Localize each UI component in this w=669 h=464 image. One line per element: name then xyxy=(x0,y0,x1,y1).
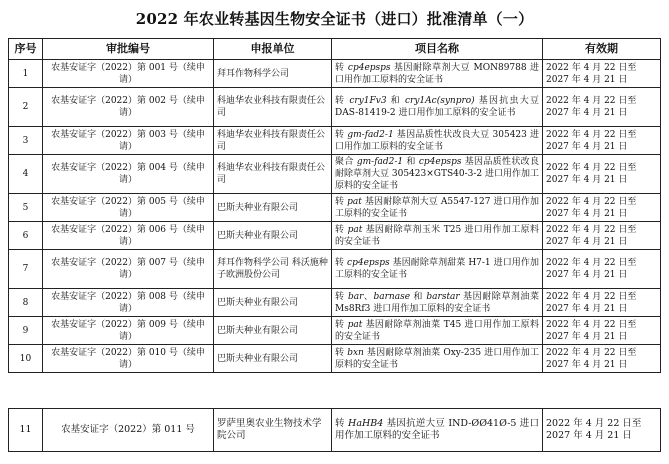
row-project xyxy=(332,289,543,317)
row-no: 2 xyxy=(9,88,43,127)
table-header-row xyxy=(9,39,661,60)
table-row xyxy=(9,60,661,88)
gene-name: pat xyxy=(347,196,362,207)
row-project xyxy=(332,317,543,345)
row-applicant: 科迪华农业科技有限责任公司 xyxy=(214,88,332,127)
gene-name: gm-fad2-1 xyxy=(356,157,404,167)
row-validity: 2022 年 4 月 22 日至 2027 年 4 月 21 日 xyxy=(543,345,661,373)
row-applicant: 罗萨里奥农业生物技术学院公司 xyxy=(214,409,332,452)
approval-table-continued xyxy=(8,408,661,452)
row-no: 11 xyxy=(9,409,43,452)
project-text: 基因耐除草剂大豆 MON89788 进口用作加工原料的安全证书 xyxy=(335,62,539,85)
row-approval: 农基安证字（2022）第 007 号（续申请） xyxy=(43,250,214,289)
header-project: 项目名称 xyxy=(332,39,543,60)
project-text: 转 xyxy=(335,291,348,302)
row-applicant: 科迪华农业科技有限责任公司 xyxy=(214,155,332,194)
gene-name: cry1Fv3 xyxy=(349,96,387,106)
gene-name: HaHB4 xyxy=(348,418,384,429)
header-no: 序号 xyxy=(9,39,43,60)
row-applicant: 科迪华农业科技有限责任公司 xyxy=(214,127,332,155)
row-validity: 2022 年 4 月 22 日至 2027 年 4 月 21 日 xyxy=(543,289,661,317)
project-text: 转 xyxy=(335,258,348,268)
project-text: 和 xyxy=(410,291,427,302)
row-validity: 2022 年 4 月 22 日至 2027 年 4 月 21 日 xyxy=(543,317,661,345)
project-text: 基因耐除草剂甜菜 H7-1 进口用作加工原料的安全证书 xyxy=(335,258,539,280)
table-row xyxy=(9,222,661,250)
row-no: 1 xyxy=(9,60,43,88)
row-approval: 农基安证字（2022）第 006 号（续申请） xyxy=(43,222,214,250)
row-no: 10 xyxy=(9,345,43,373)
project-text: 聚合 xyxy=(335,157,357,167)
row-project xyxy=(332,127,543,155)
project-text: 转 xyxy=(335,418,349,429)
table-row xyxy=(9,127,661,155)
gene-name: bxn xyxy=(347,347,364,358)
table-row xyxy=(9,194,661,222)
table-row xyxy=(9,317,661,345)
row-validity: 2022 年 4 月 22 日至 2027 年 4 月 21 日 xyxy=(543,155,661,194)
project-text: 基因抗虫大豆 DAS-81419-2 进口用作加工原料的安全证书 xyxy=(335,96,539,118)
row-project xyxy=(332,194,543,222)
project-text: 基因耐除草剂油菜 Ms8Rf3 进口用作加工原料的安全证书 xyxy=(335,291,539,314)
row-approval: 农基安证字（2022）第 004 号（续申请） xyxy=(43,155,214,194)
table-row xyxy=(9,250,661,289)
row-no: 3 xyxy=(9,127,43,155)
row-approval: 农基安证字（2022）第 005 号（续申请） xyxy=(43,194,214,222)
project-text: 基因抗逆大豆 IND-ØØ41Ø-5 进口用作加工原料的安全证书 xyxy=(335,418,539,441)
row-approval: 农基安证字（2022）第 010 号（续申请） xyxy=(43,345,214,373)
row-approval: 农基安证字（2022）第 001 号（续申请） xyxy=(43,60,214,88)
row-applicant: 巴斯夫种业有限公司 xyxy=(214,317,332,345)
project-text: 基因耐除草剂油菜 T45 进口用作加工原料的安全证书 xyxy=(335,319,539,342)
project-text: 基因品质性状改良大豆 305423 进口用作加工原料的安全证书 xyxy=(335,129,539,152)
row-no: 6 xyxy=(9,222,43,250)
project-text: 和 xyxy=(386,96,405,106)
row-validity: 2022 年 4 月 22 日至 2027 年 4 月 21 日 xyxy=(543,60,661,88)
project-text: 转 xyxy=(335,319,348,330)
row-no: 5 xyxy=(9,194,43,222)
project-text: 转 xyxy=(335,129,348,140)
project-text: 转 xyxy=(335,224,348,235)
row-validity: 2022 年 4 月 22 日至 2027 年 4 月 21 日 xyxy=(543,88,661,127)
gene-name: cry1Ac(synpro) xyxy=(405,96,475,106)
row-approval: 农基安证字（2022）第 002 号（续申请） xyxy=(43,88,214,127)
gene-name: bar xyxy=(347,291,364,302)
row-validity: 2022 年 4 月 22 日至 2027 年 4 月 21 日 xyxy=(543,409,661,452)
table-row xyxy=(9,345,661,373)
row-no: 4 xyxy=(9,155,43,194)
approval-table xyxy=(8,38,661,373)
row-applicant: 拜耳作物科学公司 xyxy=(214,60,332,88)
gene-name: pat xyxy=(347,224,363,235)
row-validity: 2022 年 4 月 22 日至 2027 年 4 月 21 日 xyxy=(543,194,661,222)
project-text: 和 xyxy=(403,157,419,167)
header-applicant: 申报单位 xyxy=(214,39,332,60)
table-row xyxy=(9,289,661,317)
page-title: 2022 年农业转基因生物安全证书（进口）批准清单（一） xyxy=(135,10,534,28)
row-project xyxy=(332,155,543,194)
row-applicant: 巴斯夫种业有限公司 xyxy=(214,345,332,373)
gene-name: cp4epsps xyxy=(347,258,390,268)
gene-name: pat xyxy=(347,319,363,330)
row-applicant: 巴斯夫种业有限公司 xyxy=(214,194,332,222)
row-no: 7 xyxy=(9,250,43,289)
row-project xyxy=(332,222,543,250)
row-validity: 2022 年 4 月 22 日至 2027 年 4 月 21 日 xyxy=(543,222,661,250)
gene-name: barstar xyxy=(426,291,460,302)
project-text: 基因耐除草剂大豆 A5547-127 进口用作加工原料的安全证书 xyxy=(335,196,539,219)
row-applicant: 巴斯夫种业有限公司 xyxy=(214,289,332,317)
table-row xyxy=(9,155,661,194)
row-validity: 2022 年 4 月 22 日至 2027 年 4 月 21 日 xyxy=(543,250,661,289)
header-validity: 有效期 xyxy=(543,39,661,60)
project-text: 转 xyxy=(335,62,348,73)
table-row xyxy=(9,409,661,452)
table-row xyxy=(9,88,661,127)
row-applicant: 巴斯夫种业有限公司 xyxy=(214,222,332,250)
row-applicant: 拜耳作物科学公司 科沃施种子欧洲股份公司 xyxy=(214,250,332,289)
project-text: 基因品质性状改良耐除草剂大豆 305423×GTS40-3-2 进口用作加工原料的安全证书 xyxy=(335,157,539,191)
row-project xyxy=(332,250,543,289)
row-no: 9 xyxy=(9,317,43,345)
project-text: 转 xyxy=(335,347,348,358)
gene-name: gm-fad2-1 xyxy=(347,129,394,140)
gene-name: cp4epsps xyxy=(418,157,462,167)
project-text: 基因耐除草剂油菜 Oxy-235 进口用作加工原料的安全证书 xyxy=(335,347,539,370)
row-approval: 农基安证字（2022）第 003 号（续申请） xyxy=(43,127,214,155)
gene-name: barnase xyxy=(373,291,411,302)
row-approval: 农基安证字（2022）第 008 号（续申请） xyxy=(43,289,214,317)
project-text: 转 xyxy=(335,96,350,106)
row-project xyxy=(332,88,543,127)
row-project xyxy=(332,345,543,373)
row-approval: 农基安证字（2022）第 011 号 xyxy=(43,409,214,452)
project-text: 转 xyxy=(335,196,348,207)
row-validity: 2022 年 4 月 22 日至 2027 年 4 月 21 日 xyxy=(543,127,661,155)
row-no: 8 xyxy=(9,289,43,317)
row-approval: 农基安证字（2022）第 009 号（续申请） xyxy=(43,317,214,345)
gene-name: cp4epsps xyxy=(347,62,391,73)
project-text: 基因耐除草剂玉米 T25 进口用作加工原料的安全证书 xyxy=(335,224,539,247)
project-text: 、 xyxy=(363,291,374,302)
row-project xyxy=(332,60,543,88)
header-approval: 审批编号 xyxy=(43,39,214,60)
row-project xyxy=(332,409,543,452)
